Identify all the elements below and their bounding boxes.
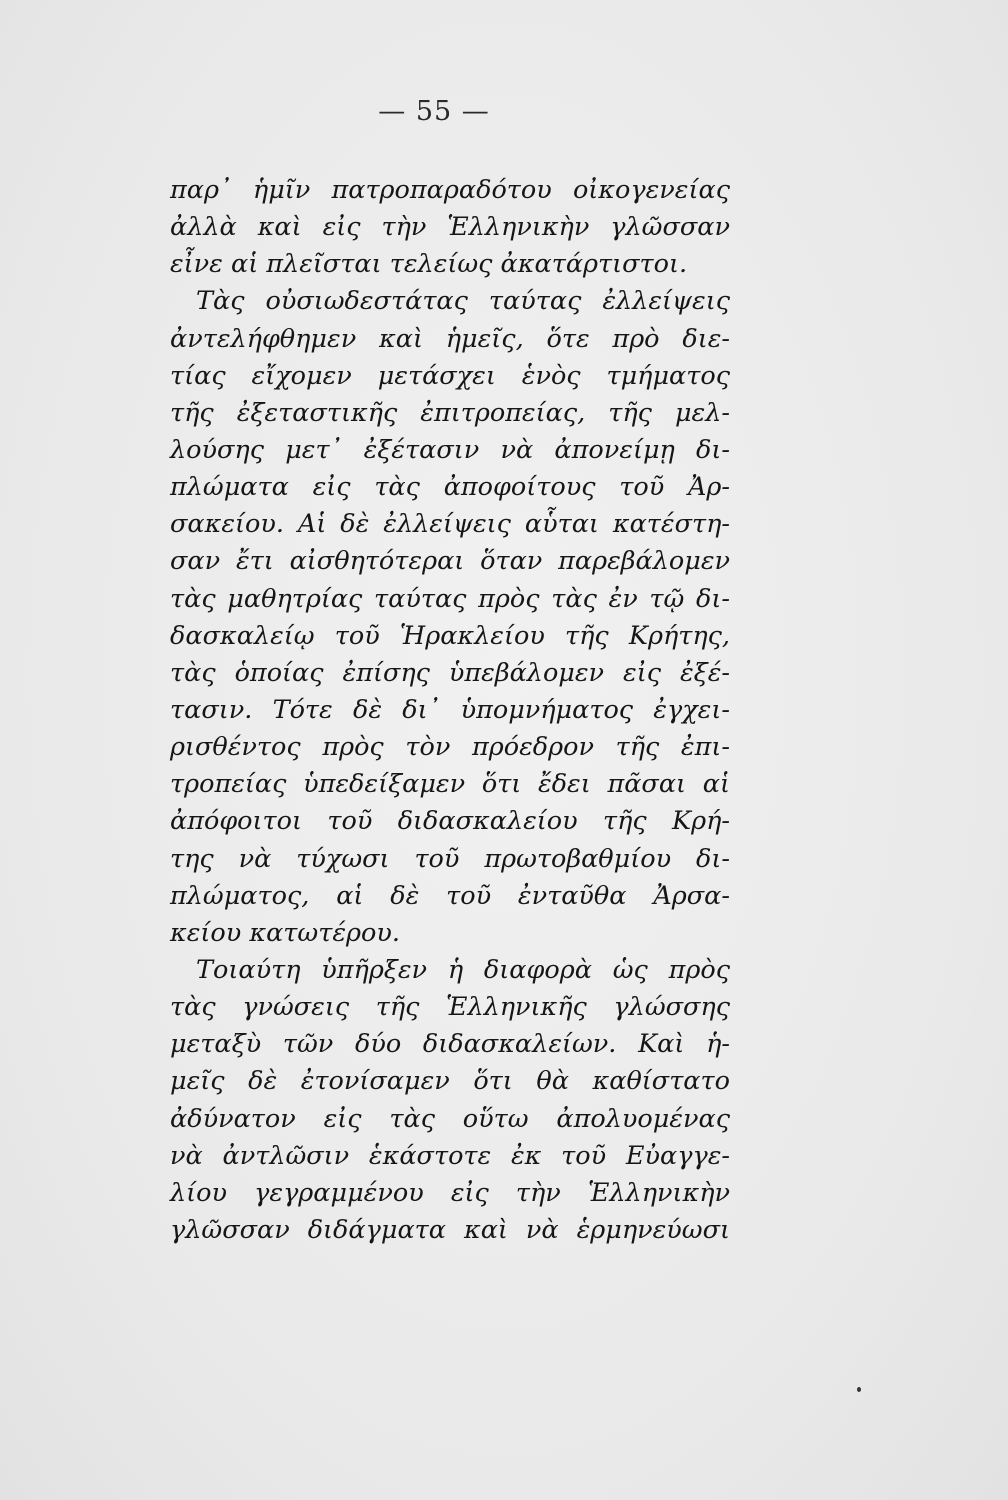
ink-speck bbox=[857, 1387, 861, 1392]
text-line: σαν ἔτι αἰσθητότεραι ὅταν παρεβάλομεν bbox=[170, 546, 730, 577]
text-line: δασκαλείῳ τοῦ Ἡρακλείου τῆς Κρήτης, bbox=[170, 620, 730, 651]
text-line: τῆς ἐξεταστικῆς ἐπιτροπείας, τῆς μελ- bbox=[170, 397, 730, 428]
text-line: κείου κατωτέρου. bbox=[170, 917, 400, 948]
text-line: Τὰς οὐσιωδεστάτας ταύτας ἐλλείψεις bbox=[196, 286, 730, 317]
text-line: γλῶσσαν διδάγματα καὶ νὰ ἑρμηνεύωσι bbox=[170, 1214, 730, 1245]
text-line: Τοιαύτη ὑπῆρξεν ἡ διαφορὰ ὡς πρὸς bbox=[196, 954, 730, 985]
text-line: λούσης μετ᾽ ἐξέτασιν νὰ ἀπονείμῃ δι- bbox=[170, 434, 730, 465]
text-line: σακείου. Αἱ δὲ ἐλλείψεις αὗται κατέστη- bbox=[170, 509, 730, 540]
text-line: ἀλλὰ καὶ εἰς τὴν Ἑλληνικὴν γλῶσσαν bbox=[170, 212, 730, 243]
text-line: τὰς μαθητρίας ταύτας πρὸς τὰς ἐν τῷ δι- bbox=[170, 583, 730, 614]
body-text bbox=[170, 172, 730, 1249]
text-line: εἶνε αἱ πλεῖσται τελείως ἀκατάρτιστοι. bbox=[170, 249, 688, 280]
text-line: πλώματα εἰς τὰς ἀποφοίτους τοῦ Ἀρ- bbox=[170, 472, 730, 503]
text-line: μεῖς δὲ ἐτονίσαμεν ὅτι θὰ καθίστατο bbox=[170, 1066, 730, 1097]
text-line: τὰς ὁποίας ἐπίσης ὑπεβάλομεν εἰς ἐξέ- bbox=[170, 657, 730, 688]
text-line: νὰ ἀντλῶσιν ἑκάστοτε ἐκ τοῦ Εὐαγγε- bbox=[170, 1140, 730, 1171]
text-line: τὰς γνώσεις τῆς Ἑλληνικῆς γλώσσης bbox=[170, 992, 730, 1023]
text-line: πλώματος, αἱ δὲ τοῦ ἐνταῦθα Ἀρσα- bbox=[170, 880, 730, 911]
text-line: της νὰ τύχωσι τοῦ πρωτοβαθμίου δι- bbox=[170, 843, 730, 874]
text-line: ἀντελήφθημεν καὶ ἡμεῖς, ὅτε πρὸ διε- bbox=[170, 323, 730, 354]
text-line: παρ᾽ ἡμῖν πατροπαραδότου οἰκογενείας bbox=[170, 175, 730, 205]
text-line: ἀπόφοιτοι τοῦ διδασκαλείου τῆς Κρή- bbox=[170, 806, 730, 837]
text-line: τίας εἴχομεν μετάσχει ἑνὸς τμήματος bbox=[170, 360, 730, 391]
text-line: τασιν. Τότε δὲ δι᾽ ὑπομνήματος ἐγχει- bbox=[170, 694, 730, 725]
text-line: μεταξὺ τῶν δύο διδασκαλείων. Καὶ ἡ- bbox=[170, 1029, 730, 1060]
text-line: λίου γεγραμμένου εἰς τὴν Ἑλληνικὴν bbox=[170, 1177, 730, 1208]
text-line: ἀδύνατον εἰς τὰς οὕτω ἀπολυομένας bbox=[170, 1103, 730, 1134]
text-line: τροπείας ὑπεδείξαμεν ὅτι ἔδει πᾶσαι αἱ bbox=[170, 769, 730, 800]
text-line: ρισθέντος πρὸς τὸν πρόεδρον τῆς ἐπι- bbox=[170, 732, 730, 763]
page-number: — 55 — bbox=[378, 96, 490, 127]
